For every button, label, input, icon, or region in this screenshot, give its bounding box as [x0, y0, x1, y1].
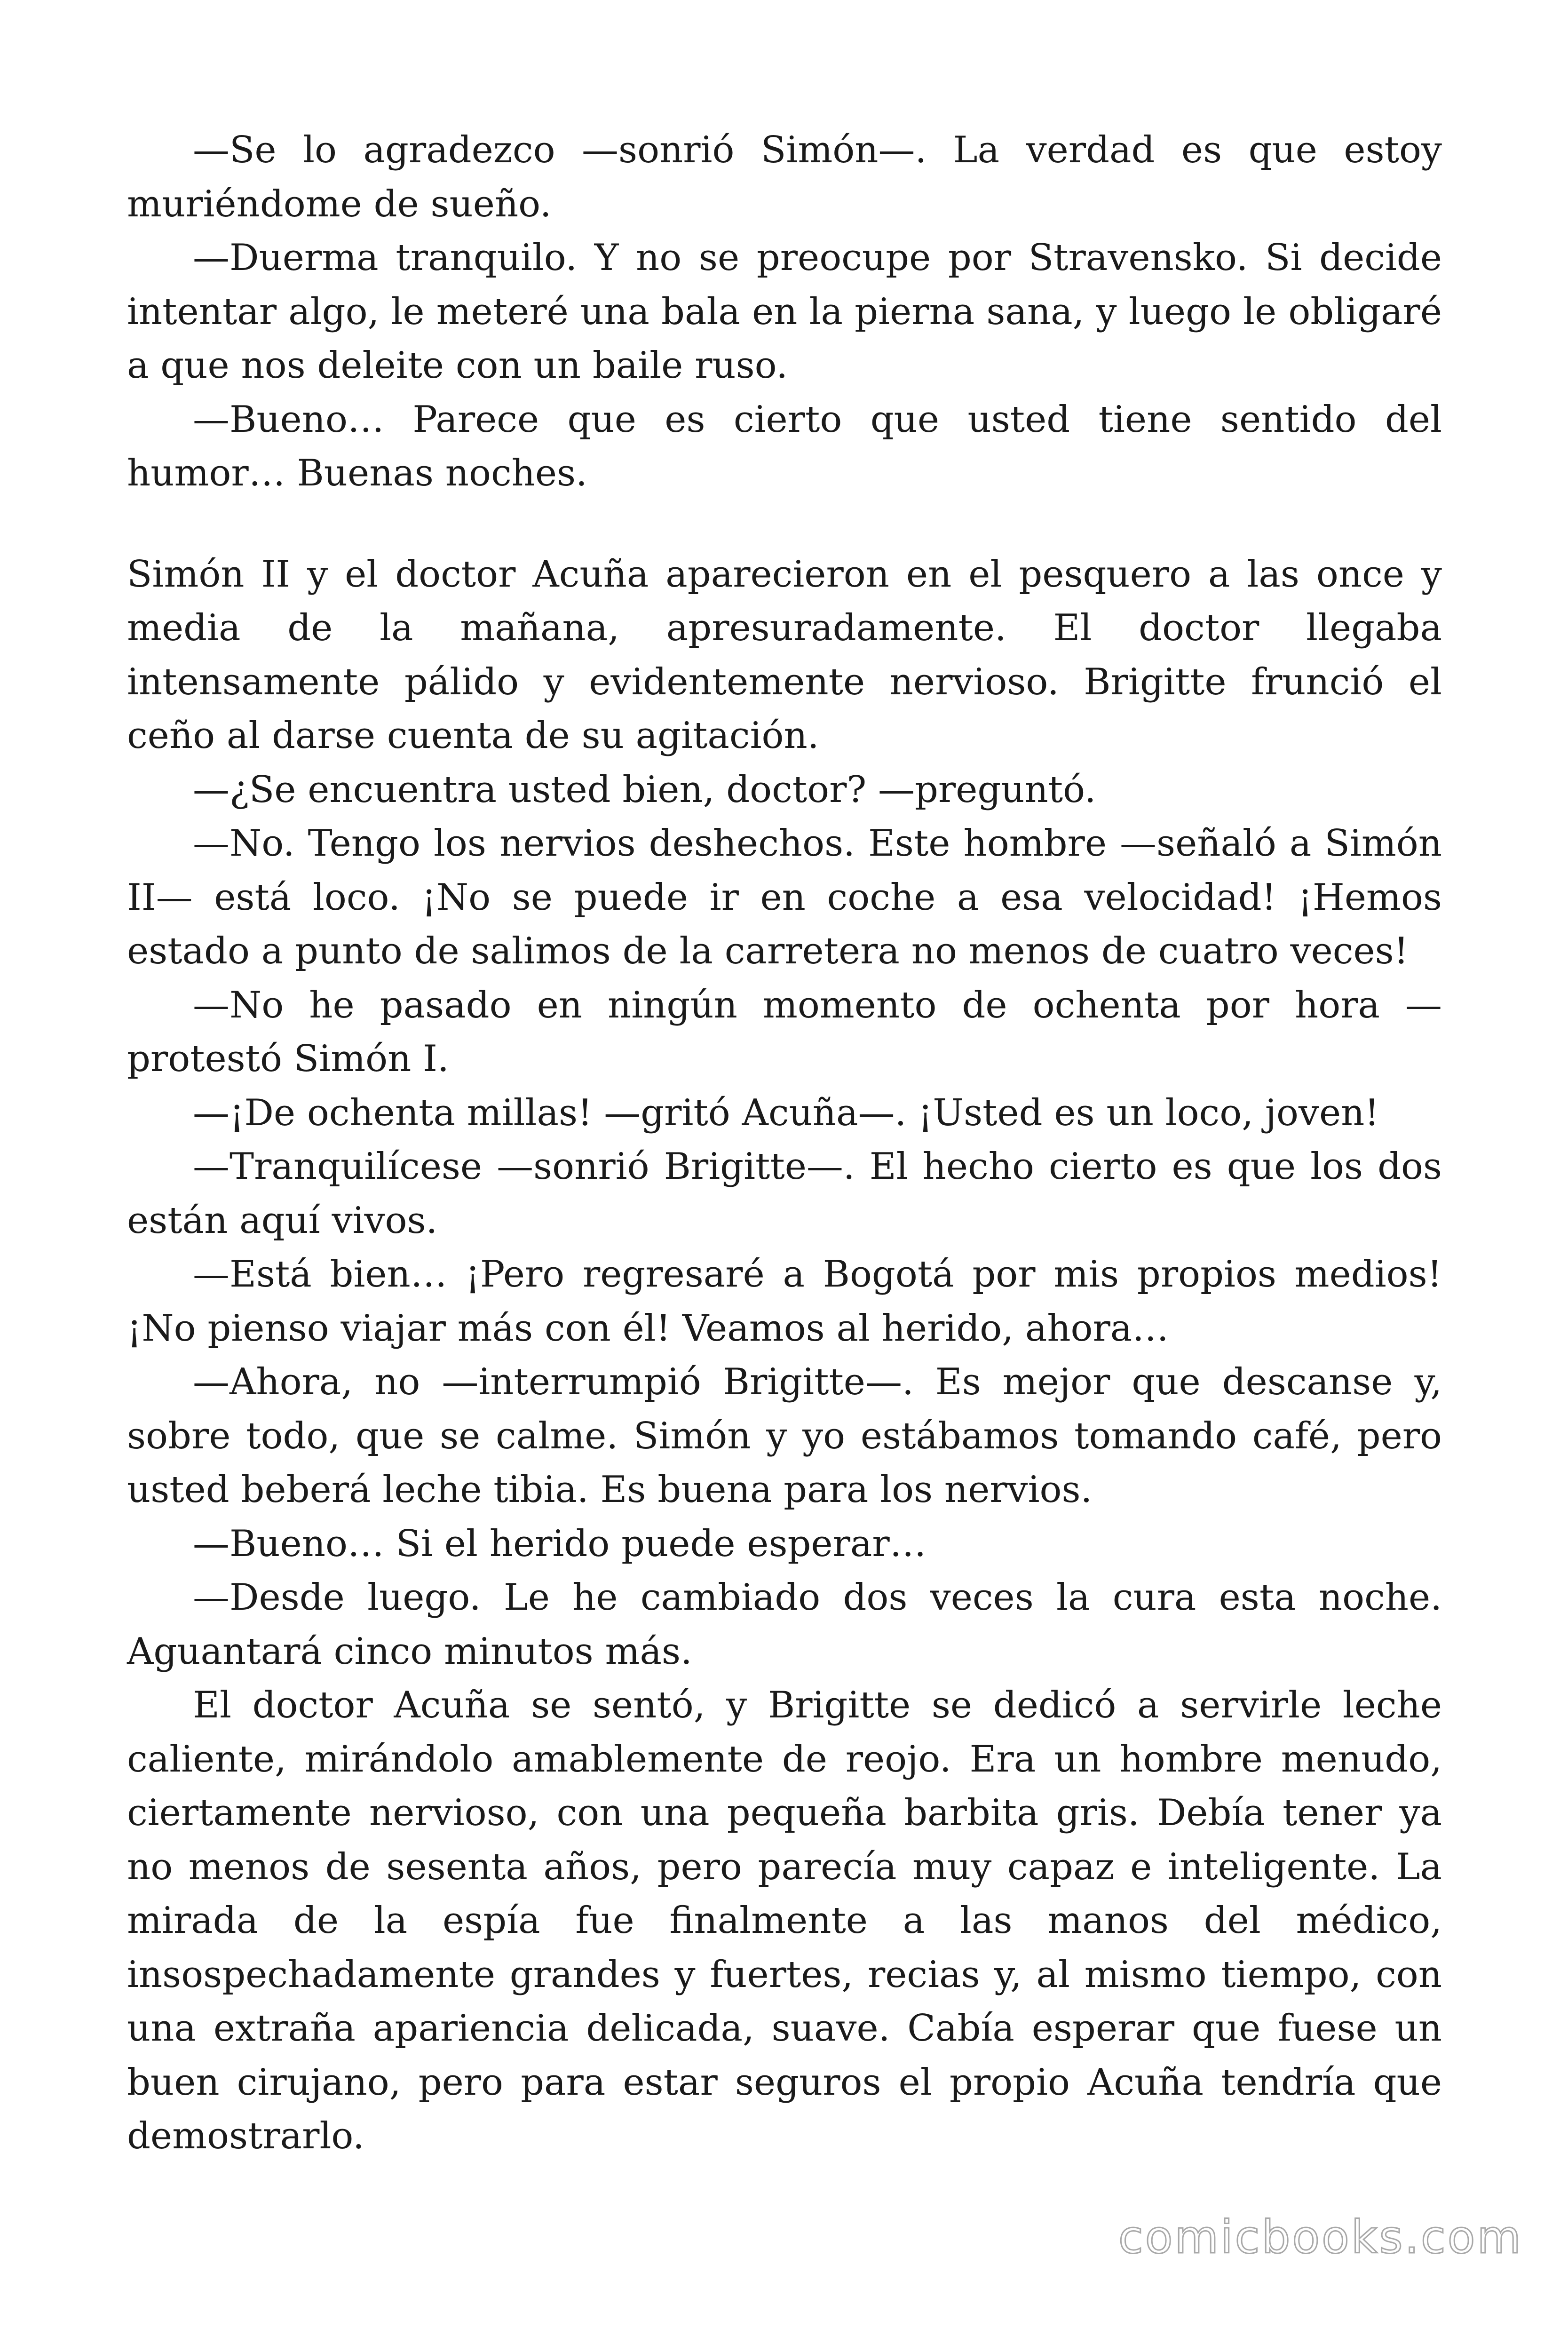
paragraph: El doctor Acuña se sentó, y Brigitte se dedicó a servirle leche caliente, mirándolo amablemente de reojo. Era un hombre menudo, ciertamente nervioso, con una pequeña barbita gris. Debía tener ya no menos de sesenta años, pero parecía muy capaz e inteligente. La mirada de la espía fue finalmente a las manos del médico, insospechadamente grandes y fuertes, recias y, al mismo tiempo, con una extraña apariencia delicada, suave. Cabía esperar que fuese un buen cirujano, pero para estar seguros el propio Acuña tendría que demostrarlo. — [127, 1684, 1442, 2157]
paragraph: —Está bien… ¡Pero regresaré a Bogotá por mis propios medios! ¡No pienso viajar más con él! Veamos al herido, ahora… — [127, 1253, 1442, 1350]
paragraph: —No he pasado en ningún momento de ochenta por hora —protestó Simón I. — [127, 984, 1442, 1080]
paragraph: —Duerma tranquilo. Y no se preocupe por Stravensko. Si decide intentar algo, le meteré una bala en la pierna sana, y luego le obligaré a que nos deleite con un baile ruso. — [127, 237, 1442, 387]
page-body — [127, 123, 1442, 2163]
paragraph: —Tranquilícese —sonrió Brigitte—. El hecho cierto es que los dos están aquí vivos. — [127, 1145, 1442, 1242]
paragraph: —¡De ochenta millas! —gritó Acuña—. ¡Usted es un loco, joven! — [193, 1091, 1379, 1134]
paragraph: —Bueno… Parece que es cierto que usted tiene sentido del humor… Buenas noches. — [127, 398, 1442, 494]
section-break — [127, 501, 1442, 548]
paragraph: —¿Se encuentra usted bien, doctor? —preguntó. — [193, 768, 1096, 811]
paragraph: —Ahora, no —interrumpió Brigitte—. Es mejor que descanse y, sobre todo, que se calme. Simón y yo estábamos tomando café, pero usted beberá leche tibia. Es buena para los nervios. — [127, 1361, 1442, 1511]
paragraph: —No. Tengo los nervios deshechos. Este hombre —señaló a Simón II— está loco. ¡No se puede ir en coche a esa velocidad! ¡Hemos estado a punto de salimos de la carretera no menos de cuatro veces! — [127, 822, 1442, 972]
paragraph: —Desde luego. Le he cambiado dos veces la cura esta noche. Aguantará cinco minutos más. — [127, 1576, 1442, 1673]
paragraph: —Bueno… Si el herido puede esperar… — [193, 1522, 927, 1565]
watermark: comicbooks.com — [1118, 2211, 1523, 2264]
paragraph: —Se lo agradezco —sonrió Simón—. La verdad es que estoy muriéndome de sueño. — [127, 129, 1442, 225]
paragraph: Simón II y el doctor Acuña aparecieron en el pesquero a las once y media de la mañana, apresuradamente. El doctor llegaba intensamente pálido y evidentemente nervioso. Brigitte frunció el ceño al darse cuenta de su agitación. — [127, 553, 1442, 757]
